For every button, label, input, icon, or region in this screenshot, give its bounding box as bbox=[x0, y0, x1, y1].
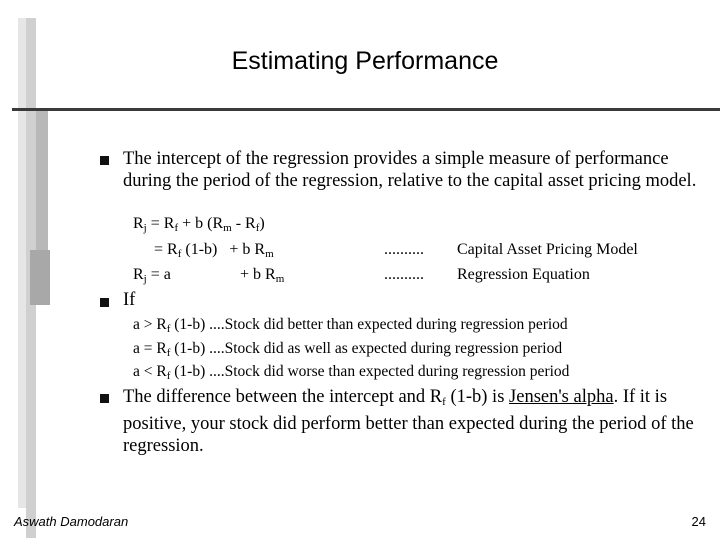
footer-author: Aswath Damodaran bbox=[14, 514, 129, 529]
bullet-2-text: If bbox=[123, 290, 136, 310]
title-divider bbox=[12, 108, 720, 111]
regression-label: Regression Equation bbox=[457, 266, 590, 283]
jensens-alpha-term: Jensen's alpha bbox=[509, 387, 614, 407]
capm-label: Capital Asset Pricing Model bbox=[457, 241, 638, 258]
condition-worse: $a < R_f$ (1-b) ....Stock did worse than expected during regression period bbox=[133, 363, 570, 382]
bullet-square-icon bbox=[100, 394, 109, 403]
slide-title: Estimating Performance bbox=[231, 47, 499, 75]
dots-1: .......... bbox=[384, 241, 424, 258]
equation-line-1: $R_j = R_f + b$ $(R_m - R_f)$ bbox=[133, 215, 265, 234]
equation-line-2: = $R_f$ (1-b) + b $R_m$ bbox=[154, 241, 274, 260]
condition-equal: $a = R_f$ (1-b) ....Stock did as well as expected during regression period bbox=[133, 340, 563, 359]
bullet-1-text: The intercept of the regression provides a simple measure of performance during the period of the regression, relative to the capital asset pricing model. bbox=[123, 149, 697, 191]
equation-line-3-b: + b $R_m$ bbox=[240, 266, 285, 285]
dots-2: .......... bbox=[384, 266, 424, 283]
condition-better: $a > R_f$ (1-b) ....Stock did better than expected during regression period bbox=[133, 316, 568, 335]
bullet-square-icon bbox=[100, 156, 109, 165]
equation-line-3: $R_j = a$ bbox=[133, 266, 171, 285]
bullet-3-text: The difference between the intercept and $R_f$ (1-b) is Jensen's alpha. If it is positive, your stock did perform better than expected during the period of the regression. bbox=[123, 387, 694, 456]
bullet-square-icon bbox=[100, 298, 109, 307]
page-number: 24 bbox=[691, 514, 706, 529]
